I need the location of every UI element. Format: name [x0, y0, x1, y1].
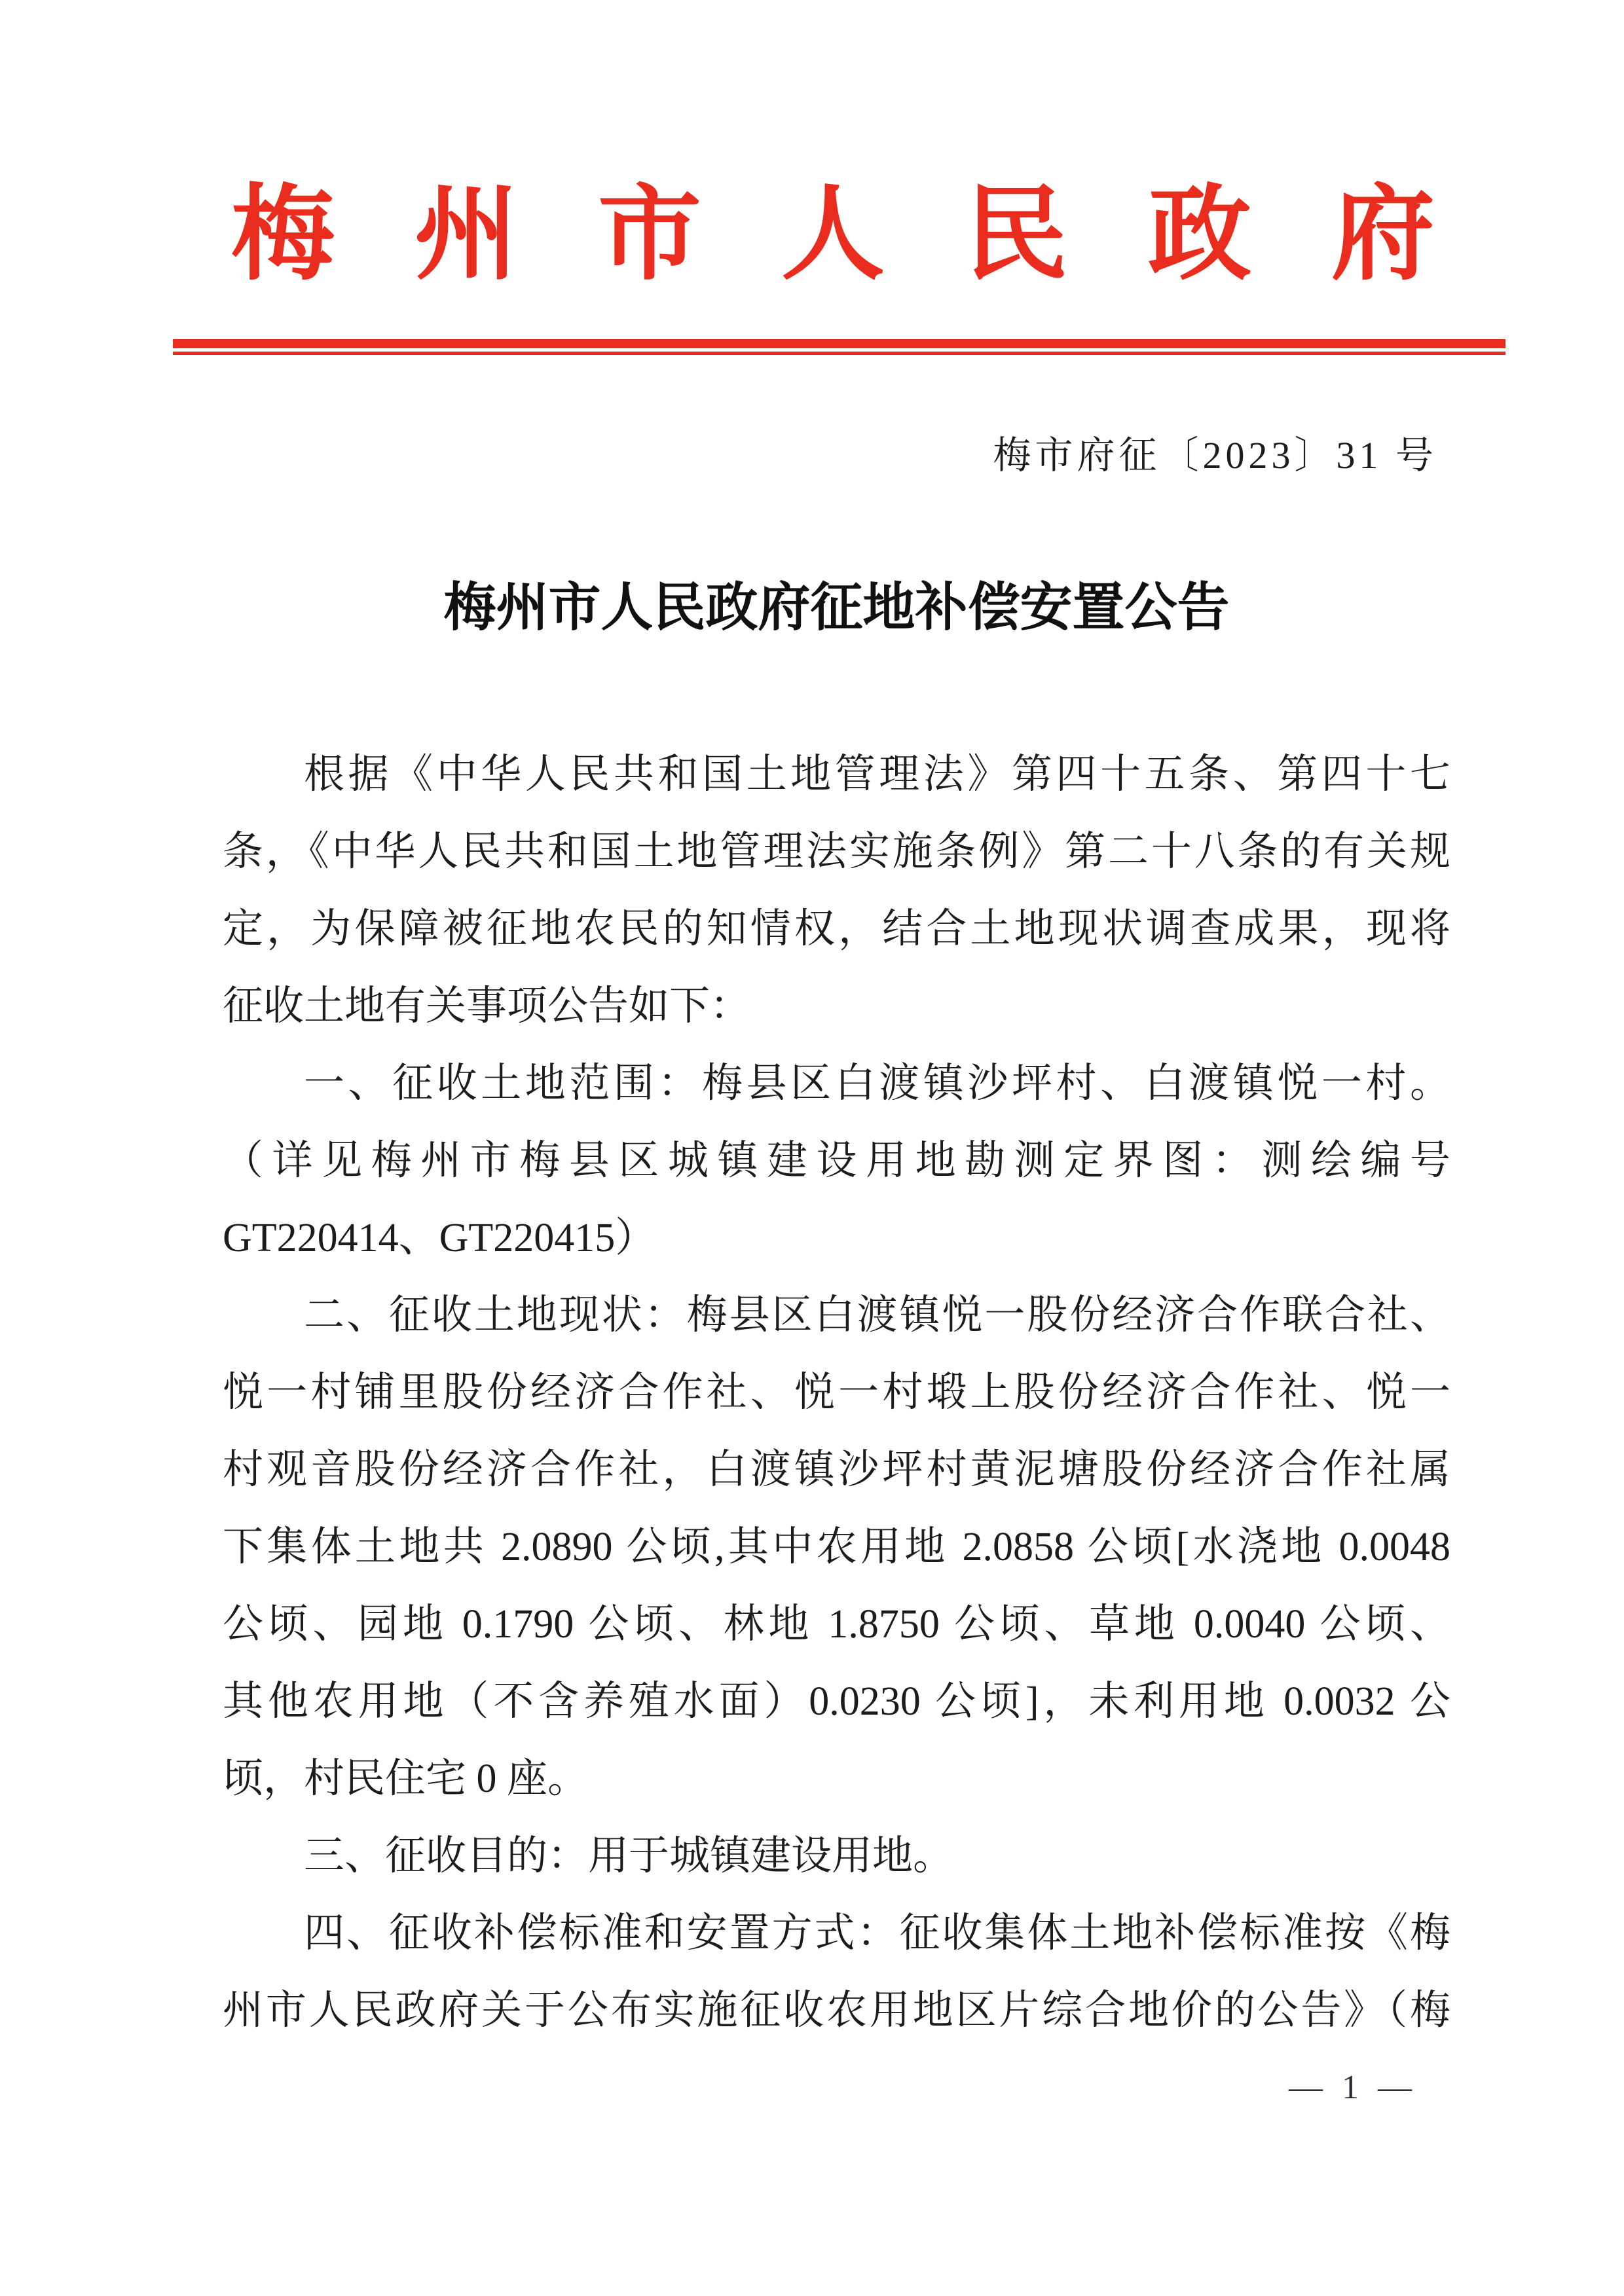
page-number: — 1 —	[1289, 2069, 1417, 2106]
body-line: 其他农用地（不含养殖水面）0.0230 公顷]，未利用地 0.0032 公	[223, 1679, 1450, 1724]
body-line: （详见梅州市梅县区城镇建设用地勘测定界图：测绘编号	[223, 1139, 1450, 1183]
document-title: 梅州市人民政府征地补偿安置公告	[443, 579, 1230, 637]
body-line: 二、征收土地现状：梅县区白渡镇悦一股份经济合作联合社、	[304, 1293, 1450, 1338]
body-line: GT220414、GT220415）	[223, 1216, 656, 1260]
body-line: 下集体土地共 2.0890 公顷,其中农用地 2.0858 公顷[水浇地 0.0048	[223, 1525, 1450, 1569]
document-number: 梅市府征〔2023〕31 号	[993, 434, 1437, 477]
body-line: 公顷、园地 0.1790 公顷、林地 1.8750 公顷、草地 0.0040 公顷、	[223, 1602, 1450, 1647]
body-line: 村观音股份经济合作社，白渡镇沙坪村黄泥塘股份经济合作社属	[223, 1448, 1450, 1492]
agency-masthead: 梅州市人民政府	[231, 178, 1515, 293]
body-line: 一、征收土地范围：梅县区白渡镇沙坪村、白渡镇悦一村。	[304, 1061, 1450, 1106]
body-line: 四、征收补偿标准和安置方式：征收集体土地补偿标准按《梅	[304, 1911, 1450, 1956]
body-line: 定，为保障被征地农民的知情权，结合土地现状调查成果，现将	[223, 907, 1450, 951]
body-line: 悦一村铺里股份经济合作社、悦一村塅上股份经济合作社、悦一	[223, 1370, 1450, 1415]
body-line: 征收土地有关事项公告如下：	[223, 984, 751, 1029]
body-line: 三、征收目的：用于城镇建设用地。	[304, 1834, 954, 1878]
masthead-divider-thick	[173, 339, 1505, 348]
body-line: 顷，村民住宅 0 座。	[223, 1757, 589, 1801]
masthead-divider-thin	[173, 352, 1505, 355]
document-body	[223, 736, 1450, 2049]
body-line: 条，《中华人民共和国土地管理法实施条例》第二十八条的有关规	[223, 829, 1450, 874]
body-line: 州市人民政府关于公布实施征收农用地区片综合地价的公告》（梅	[223, 1988, 1450, 2033]
body-line: 根据《中华人民共和国土地管理法》第四十五条、第四十七	[304, 752, 1450, 797]
